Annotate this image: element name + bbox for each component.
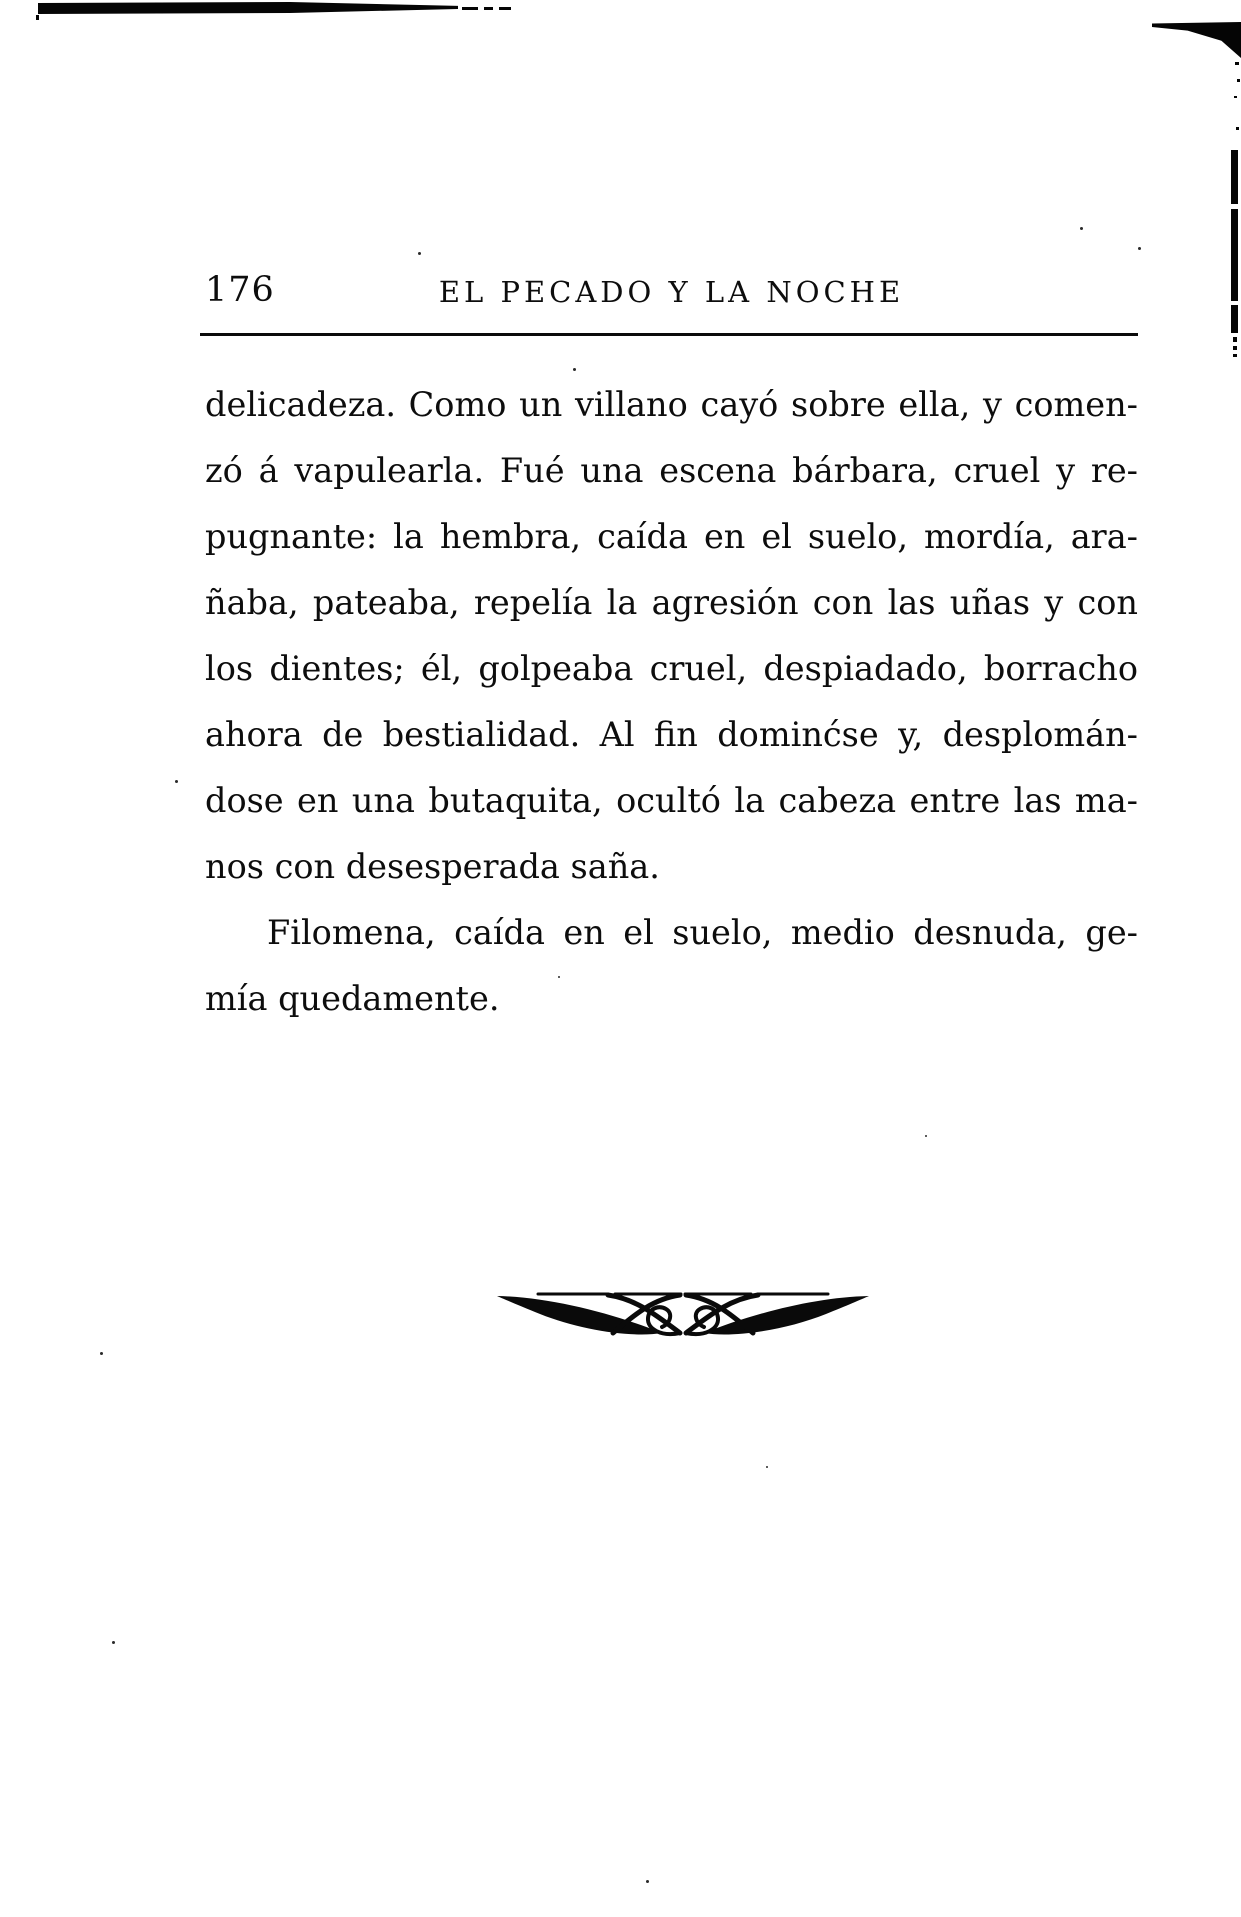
scan-artifact-dash (1233, 346, 1237, 350)
scan-artifact-top-right-wedge (1152, 22, 1241, 58)
text-line: mía quedamente. (205, 979, 500, 1018)
scan-speck (1236, 127, 1239, 130)
page-header (205, 270, 1138, 316)
scan-artifact-right-edge-line (1231, 209, 1238, 301)
running-title: EL PECADO Y LA NOCHE (438, 275, 905, 309)
text-line: delicadeza. Como un villano cayó sobre ella, y comen- (205, 385, 1138, 424)
scan-artifact-dash (1233, 337, 1237, 342)
page-text (205, 372, 1138, 1032)
page-number: 176 (205, 270, 275, 310)
scan-artifact-top-left-bar (38, 2, 458, 14)
scan-speck (573, 368, 576, 371)
scan-speck (1234, 96, 1237, 98)
scan-artifact-dash (484, 7, 493, 10)
scan-speck (1080, 227, 1083, 230)
scan-speck (100, 1352, 103, 1355)
scan-speck (1237, 79, 1240, 82)
scan-artifact-dash (1233, 354, 1237, 357)
scan-speck (1235, 62, 1239, 65)
text-line: Filomena, caída en el suelo, medio desnuda, ge- (267, 913, 1138, 952)
header-rule (200, 333, 1138, 336)
scan-speck (646, 1880, 649, 1883)
scan-speck (418, 252, 421, 255)
text-line: zó á vapulearla. Fué una escena bárbara, cruel y re- (205, 451, 1138, 490)
scan-speck (175, 780, 178, 783)
text-line: los dientes; él, golpeaba cruel, despiadado, borracho (205, 649, 1138, 688)
scan-speck (766, 1466, 768, 1468)
text-line: ahora de bestialidad. Al fin dominćse y, desplomán- (205, 715, 1138, 754)
scan-artifact-right-edge-line (1231, 305, 1238, 333)
scan-speck (112, 1641, 115, 1644)
scan-artifact-right-edge-line (1231, 150, 1238, 204)
text-line: nos con desesperada saña. (205, 847, 660, 886)
scan-artifact-dash (462, 7, 478, 10)
text-line: ñaba, pateaba, repelía la agresión con las uñas y con (205, 583, 1138, 622)
scan-speck (925, 1135, 927, 1137)
scan-speck (36, 15, 39, 20)
scan-artifact-dash (499, 7, 511, 10)
text-line: pugnante: la hembra, caída en el suelo, mordía, ara- (205, 517, 1138, 556)
scan-speck (1138, 247, 1141, 250)
chapter-end-ornament-icon (494, 1282, 872, 1344)
text-line: dose en una butaquita, ocultó la cabeza entre las ma- (205, 781, 1138, 820)
